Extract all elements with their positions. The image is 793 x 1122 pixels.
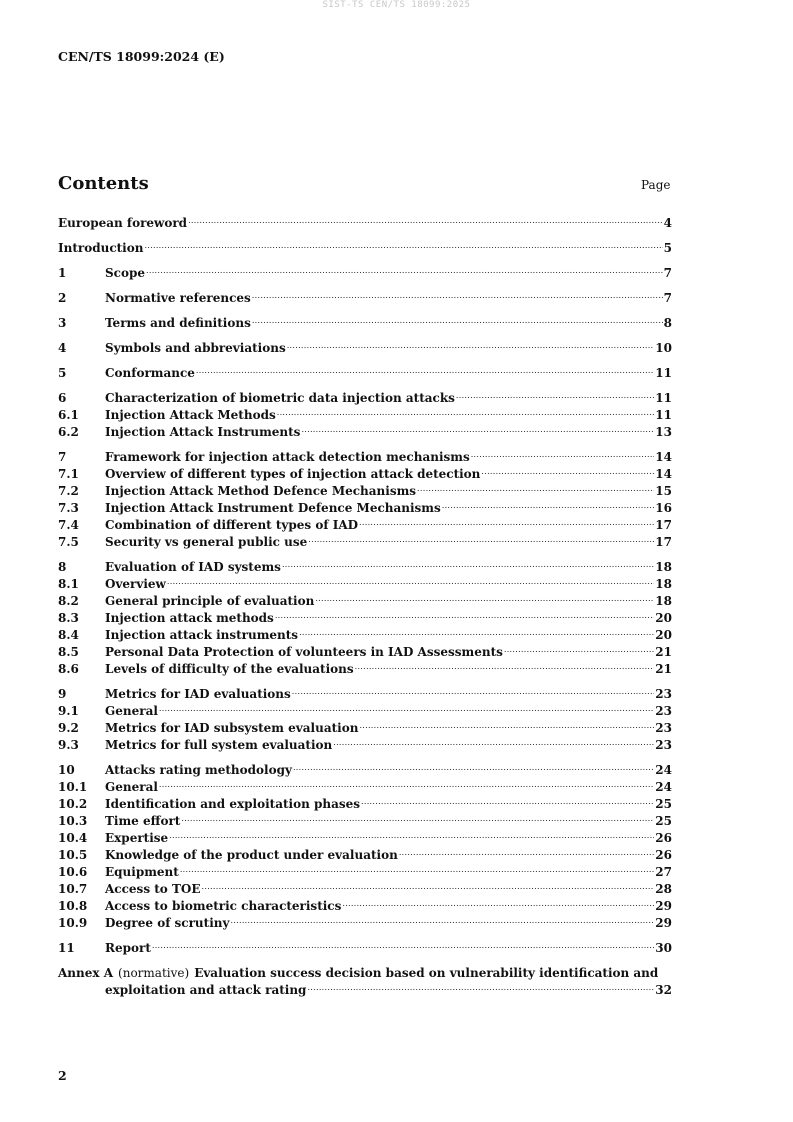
dot-leader: [361, 796, 654, 813]
toc-entry-number: 7.3: [58, 501, 79, 515]
dot-leader: [146, 265, 663, 282]
toc-entry-page: 18: [655, 560, 672, 574]
toc-entry[interactable]: [58, 830, 672, 847]
toc-entry-number: 8.6: [58, 662, 79, 676]
dot-leader: [159, 779, 654, 796]
toc-entry[interactable]: [58, 737, 672, 754]
toc-entry-title: Overview: [105, 577, 166, 591]
annex-title-line1: Evaluation success decision based on vulnerability identification and: [194, 966, 659, 980]
dot-leader: [308, 534, 654, 551]
dot-leader: [180, 864, 654, 881]
toc-entry-title: Injection attack methods: [105, 611, 274, 625]
toc-entry[interactable]: [58, 517, 672, 534]
toc-entry-title: Access to biometric characteristics: [105, 899, 342, 913]
toc-entry-title: Normative references: [105, 291, 251, 305]
toc-entry-page: 23: [655, 721, 672, 735]
toc-entry[interactable]: [58, 215, 672, 232]
toc-entry-title: Characterization of biometric data injection attacks: [105, 391, 455, 405]
toc-entry-title: Combination of different types of IAD: [105, 518, 359, 532]
toc-entry[interactable]: [58, 340, 672, 357]
toc-entry-page: 25: [655, 797, 672, 811]
toc-entry-title: Access to TOE: [105, 882, 201, 896]
toc-entry[interactable]: [58, 240, 672, 257]
dot-leader: [481, 466, 654, 483]
toc-entry-title: Report: [105, 941, 151, 955]
dot-leader: [299, 627, 654, 644]
toc-entry-title: Overview of different types of injection attack detection: [105, 467, 481, 481]
toc-entry-title: Injection Attack Instruments: [105, 425, 301, 439]
dot-leader: [417, 483, 654, 500]
toc-entry[interactable]: [58, 644, 672, 661]
toc-entry-number: 9.1: [58, 704, 79, 718]
toc-entry-title: General: [105, 780, 158, 794]
dot-leader: [442, 500, 655, 517]
toc-entry-number: 9.3: [58, 738, 79, 752]
annex-type: (normative): [118, 966, 190, 980]
toc-entry-title: European foreword: [58, 216, 188, 230]
toc-entry-title: Levels of difficulty of the evaluations: [105, 662, 354, 676]
toc-entry[interactable]: [58, 559, 672, 576]
dot-leader: [275, 610, 654, 627]
toc-entry-number: 4: [58, 341, 67, 355]
toc-entry-title: Personal Data Protection of volunteers in IAD Assessments: [105, 645, 503, 659]
dot-leader: [315, 593, 654, 610]
toc-entry[interactable]: [58, 779, 672, 796]
toc-entry-title: General: [105, 704, 158, 718]
toc-entry-title: Injection attack instruments: [105, 628, 299, 642]
toc-entry-page: 11: [655, 408, 672, 422]
toc-entry-page: 18: [655, 594, 672, 608]
toc-entry[interactable]: [58, 762, 672, 779]
toc-entry-number: 7.4: [58, 518, 79, 532]
toc-entry-page: 26: [655, 831, 672, 845]
toc-entry[interactable]: [58, 661, 672, 678]
toc-entry[interactable]: [58, 315, 672, 332]
toc-entry-page: 4: [663, 216, 672, 230]
dot-leader: [301, 424, 654, 441]
toc-entry-number: 6.1: [58, 408, 79, 422]
dot-leader: [287, 340, 655, 357]
toc-entry-title: Framework for injection attack detection mechanisms: [105, 450, 470, 464]
toc-entry-page: 5: [663, 241, 672, 255]
toc-entry[interactable]: [58, 424, 672, 441]
toc-entry[interactable]: [58, 466, 672, 483]
toc-entry-number: 1: [58, 266, 67, 280]
dot-leader: [342, 898, 654, 915]
toc-entry-page: 17: [655, 518, 672, 532]
toc-entry-number: 10.3: [58, 814, 88, 828]
toc-entry-page: 25: [655, 814, 672, 828]
toc-entry-number: 11: [58, 941, 75, 955]
dot-leader: [471, 449, 655, 466]
toc-entry-number: 2: [58, 291, 67, 305]
toc-entry-page: 7: [663, 291, 672, 305]
toc-entry[interactable]: [58, 915, 672, 932]
toc-entry-page: 15: [655, 484, 672, 498]
dot-leader: [359, 517, 654, 534]
toc-entry-number: 8.5: [58, 645, 79, 659]
toc-entry-title: Degree of scrutiny: [105, 916, 230, 930]
dot-leader: [196, 365, 654, 382]
toc-entry-page: 8: [663, 316, 672, 330]
toc-entry-number: 7.1: [58, 467, 79, 481]
toc-entry[interactable]: [58, 500, 672, 517]
toc-entry[interactable]: [58, 407, 672, 424]
toc-entry-page: 26: [655, 848, 672, 862]
toc-entry-number: 6.2: [58, 425, 79, 439]
toc-entry-page: 21: [655, 645, 672, 659]
toc-entry[interactable]: [58, 534, 672, 551]
toc-entry-title: Injection Attack Instrument Defence Mechanisms: [105, 501, 441, 515]
toc-entry-page: 27: [655, 865, 672, 879]
toc-entry[interactable]: [58, 847, 672, 864]
toc-entry-title: Knowledge of the product under evaluation: [105, 848, 398, 862]
dot-leader: [293, 762, 654, 779]
toc-entry-title: Evaluation of IAD systems: [105, 560, 281, 574]
table-of-contents: [58, 215, 672, 999]
toc-entry-number: 8.1: [58, 577, 79, 591]
toc-entry-number: 10.5: [58, 848, 88, 862]
toc-entry[interactable]: [58, 796, 672, 813]
annex-title-line2: exploitation and attack rating: [105, 983, 307, 997]
dot-leader: [230, 915, 654, 932]
toc-entry-title: Metrics for IAD subsystem evaluation: [105, 721, 359, 735]
toc-entry-title: Scope: [105, 266, 146, 280]
toc-entry-number: 10.2: [58, 797, 88, 811]
toc-entry-page: 29: [655, 899, 672, 913]
toc-entry-title: Identification and exploitation phases: [105, 797, 361, 811]
document-id: CEN/TS 18099:2024 (E): [58, 49, 225, 64]
toc-entry-number: 7: [58, 450, 67, 464]
toc-entry[interactable]: [58, 898, 672, 915]
dot-leader: [181, 813, 654, 830]
dot-leader: [252, 315, 663, 332]
toc-entry-page: 13: [655, 425, 672, 439]
toc-entry[interactable]: [58, 576, 672, 593]
toc-entry[interactable]: [58, 686, 672, 703]
toc-entry-number: 10.6: [58, 865, 88, 879]
toc-entry-title: Injection Attack Methods: [105, 408, 276, 422]
toc-entry-title: Security vs general public use: [105, 535, 308, 549]
dot-leader: [152, 940, 654, 957]
toc-entry-title: Expertise: [105, 831, 169, 845]
toc-entry-number: 8.2: [58, 594, 79, 608]
toc-entry-page: 7: [663, 266, 672, 280]
annex-label: Annex A: [58, 966, 114, 980]
toc-entry-page: 14: [655, 450, 672, 464]
dot-leader: [188, 215, 663, 232]
dot-leader: [252, 290, 663, 307]
dot-leader: [292, 686, 655, 703]
dot-leader: [355, 661, 655, 678]
toc-entry[interactable]: [58, 449, 672, 466]
toc-entry-title: Symbols and abbreviations: [105, 341, 286, 355]
toc-entry-number: 10.9: [58, 916, 88, 930]
toc-entry[interactable]: [58, 940, 672, 957]
toc-entry[interactable]: [58, 390, 672, 407]
toc-entry-page: 17: [655, 535, 672, 549]
toc-entry-page: 16: [655, 501, 672, 515]
toc-entry[interactable]: [58, 610, 672, 627]
dot-leader: [277, 407, 655, 424]
toc-entry-page: 24: [655, 763, 672, 777]
dot-leader: [359, 720, 654, 737]
dot-leader: [202, 881, 655, 898]
toc-entry[interactable]: [58, 627, 672, 644]
toc-entry-title: General principle of evaluation: [105, 594, 315, 608]
toc-entry-title: Attacks rating methodology: [105, 763, 292, 777]
toc-entry-page: 29: [655, 916, 672, 930]
toc-entry-number: 8.4: [58, 628, 79, 642]
toc-annex-entry[interactable]: [58, 965, 672, 999]
toc-entry-title: Injection Attack Method Defence Mechanisms: [105, 484, 417, 498]
toc-entry-page: 23: [655, 704, 672, 718]
toc-entry-title: Metrics for full system evaluation: [105, 738, 333, 752]
dot-leader: [167, 576, 654, 593]
toc-entry-page: 20: [655, 611, 672, 625]
toc-entry-page: 11: [655, 391, 672, 405]
toc-entry-number: 9.2: [58, 721, 79, 735]
toc-entry-number: 10.1: [58, 780, 88, 794]
toc-entry-page: 14: [655, 467, 672, 481]
toc-entry[interactable]: [58, 290, 672, 307]
dot-leader: [169, 830, 654, 847]
toc-entry-title: Introduction: [58, 241, 144, 255]
dot-leader: [504, 644, 654, 661]
toc-entry-page: 18: [655, 577, 672, 591]
toc-entry-page: 10: [655, 341, 672, 355]
page-number: 2: [58, 1068, 67, 1083]
toc-entry-page: 23: [655, 738, 672, 752]
toc-entry-number: 6: [58, 391, 67, 405]
toc-entry-title: Metrics for IAD evaluations: [105, 687, 291, 701]
page-column-label: Page: [641, 178, 671, 192]
dot-leader: [282, 559, 654, 576]
toc-entry-title: Equipment: [105, 865, 179, 879]
toc-entry-page: 30: [655, 941, 672, 955]
toc-entry-page: 21: [655, 662, 672, 676]
toc-entry-page: 28: [655, 882, 672, 896]
dot-leader: [159, 703, 654, 720]
toc-entry-number: 8.3: [58, 611, 79, 625]
toc-entry-number: 7.2: [58, 484, 79, 498]
dot-leader: [144, 240, 662, 257]
dot-leader: [307, 982, 654, 999]
toc-entry[interactable]: [58, 703, 672, 720]
dot-leader: [456, 390, 654, 407]
toc-entry[interactable]: [58, 365, 672, 382]
toc-entry-page: 23: [655, 687, 672, 701]
toc-entry-number: 7.5: [58, 535, 79, 549]
contents-heading: Contents: [58, 173, 149, 194]
toc-entry[interactable]: [58, 483, 672, 500]
toc-entry-number: 10.4: [58, 831, 88, 845]
toc-entry-number: 9: [58, 687, 67, 701]
toc-entry[interactable]: [58, 813, 672, 830]
toc-entry-number: 10.7: [58, 882, 88, 896]
toc-entry-number: 10: [58, 763, 75, 777]
toc-entry-number: 3: [58, 316, 67, 330]
annex-page: 32: [655, 983, 672, 997]
toc-entry-number: 10.8: [58, 899, 88, 913]
toc-entry[interactable]: [58, 265, 672, 282]
toc-entry-number: 5: [58, 366, 67, 380]
toc-entry-number: 8: [58, 560, 67, 574]
toc-entry-title: Terms and definitions: [105, 316, 251, 330]
toc-entry[interactable]: [58, 881, 672, 898]
toc-entry-title: Conformance: [105, 366, 195, 380]
toc-entry[interactable]: [58, 720, 672, 737]
watermark: SIST-TS CEN/TS 18099:2025: [322, 0, 471, 10]
toc-entry[interactable]: [58, 593, 672, 610]
toc-entry[interactable]: [58, 864, 672, 881]
toc-entry-page: 24: [655, 780, 672, 794]
dot-leader: [333, 737, 654, 754]
toc-entry-title: Time effort: [105, 814, 181, 828]
toc-entry-page: 20: [655, 628, 672, 642]
toc-entry-page: 11: [655, 366, 672, 380]
dot-leader: [399, 847, 654, 864]
